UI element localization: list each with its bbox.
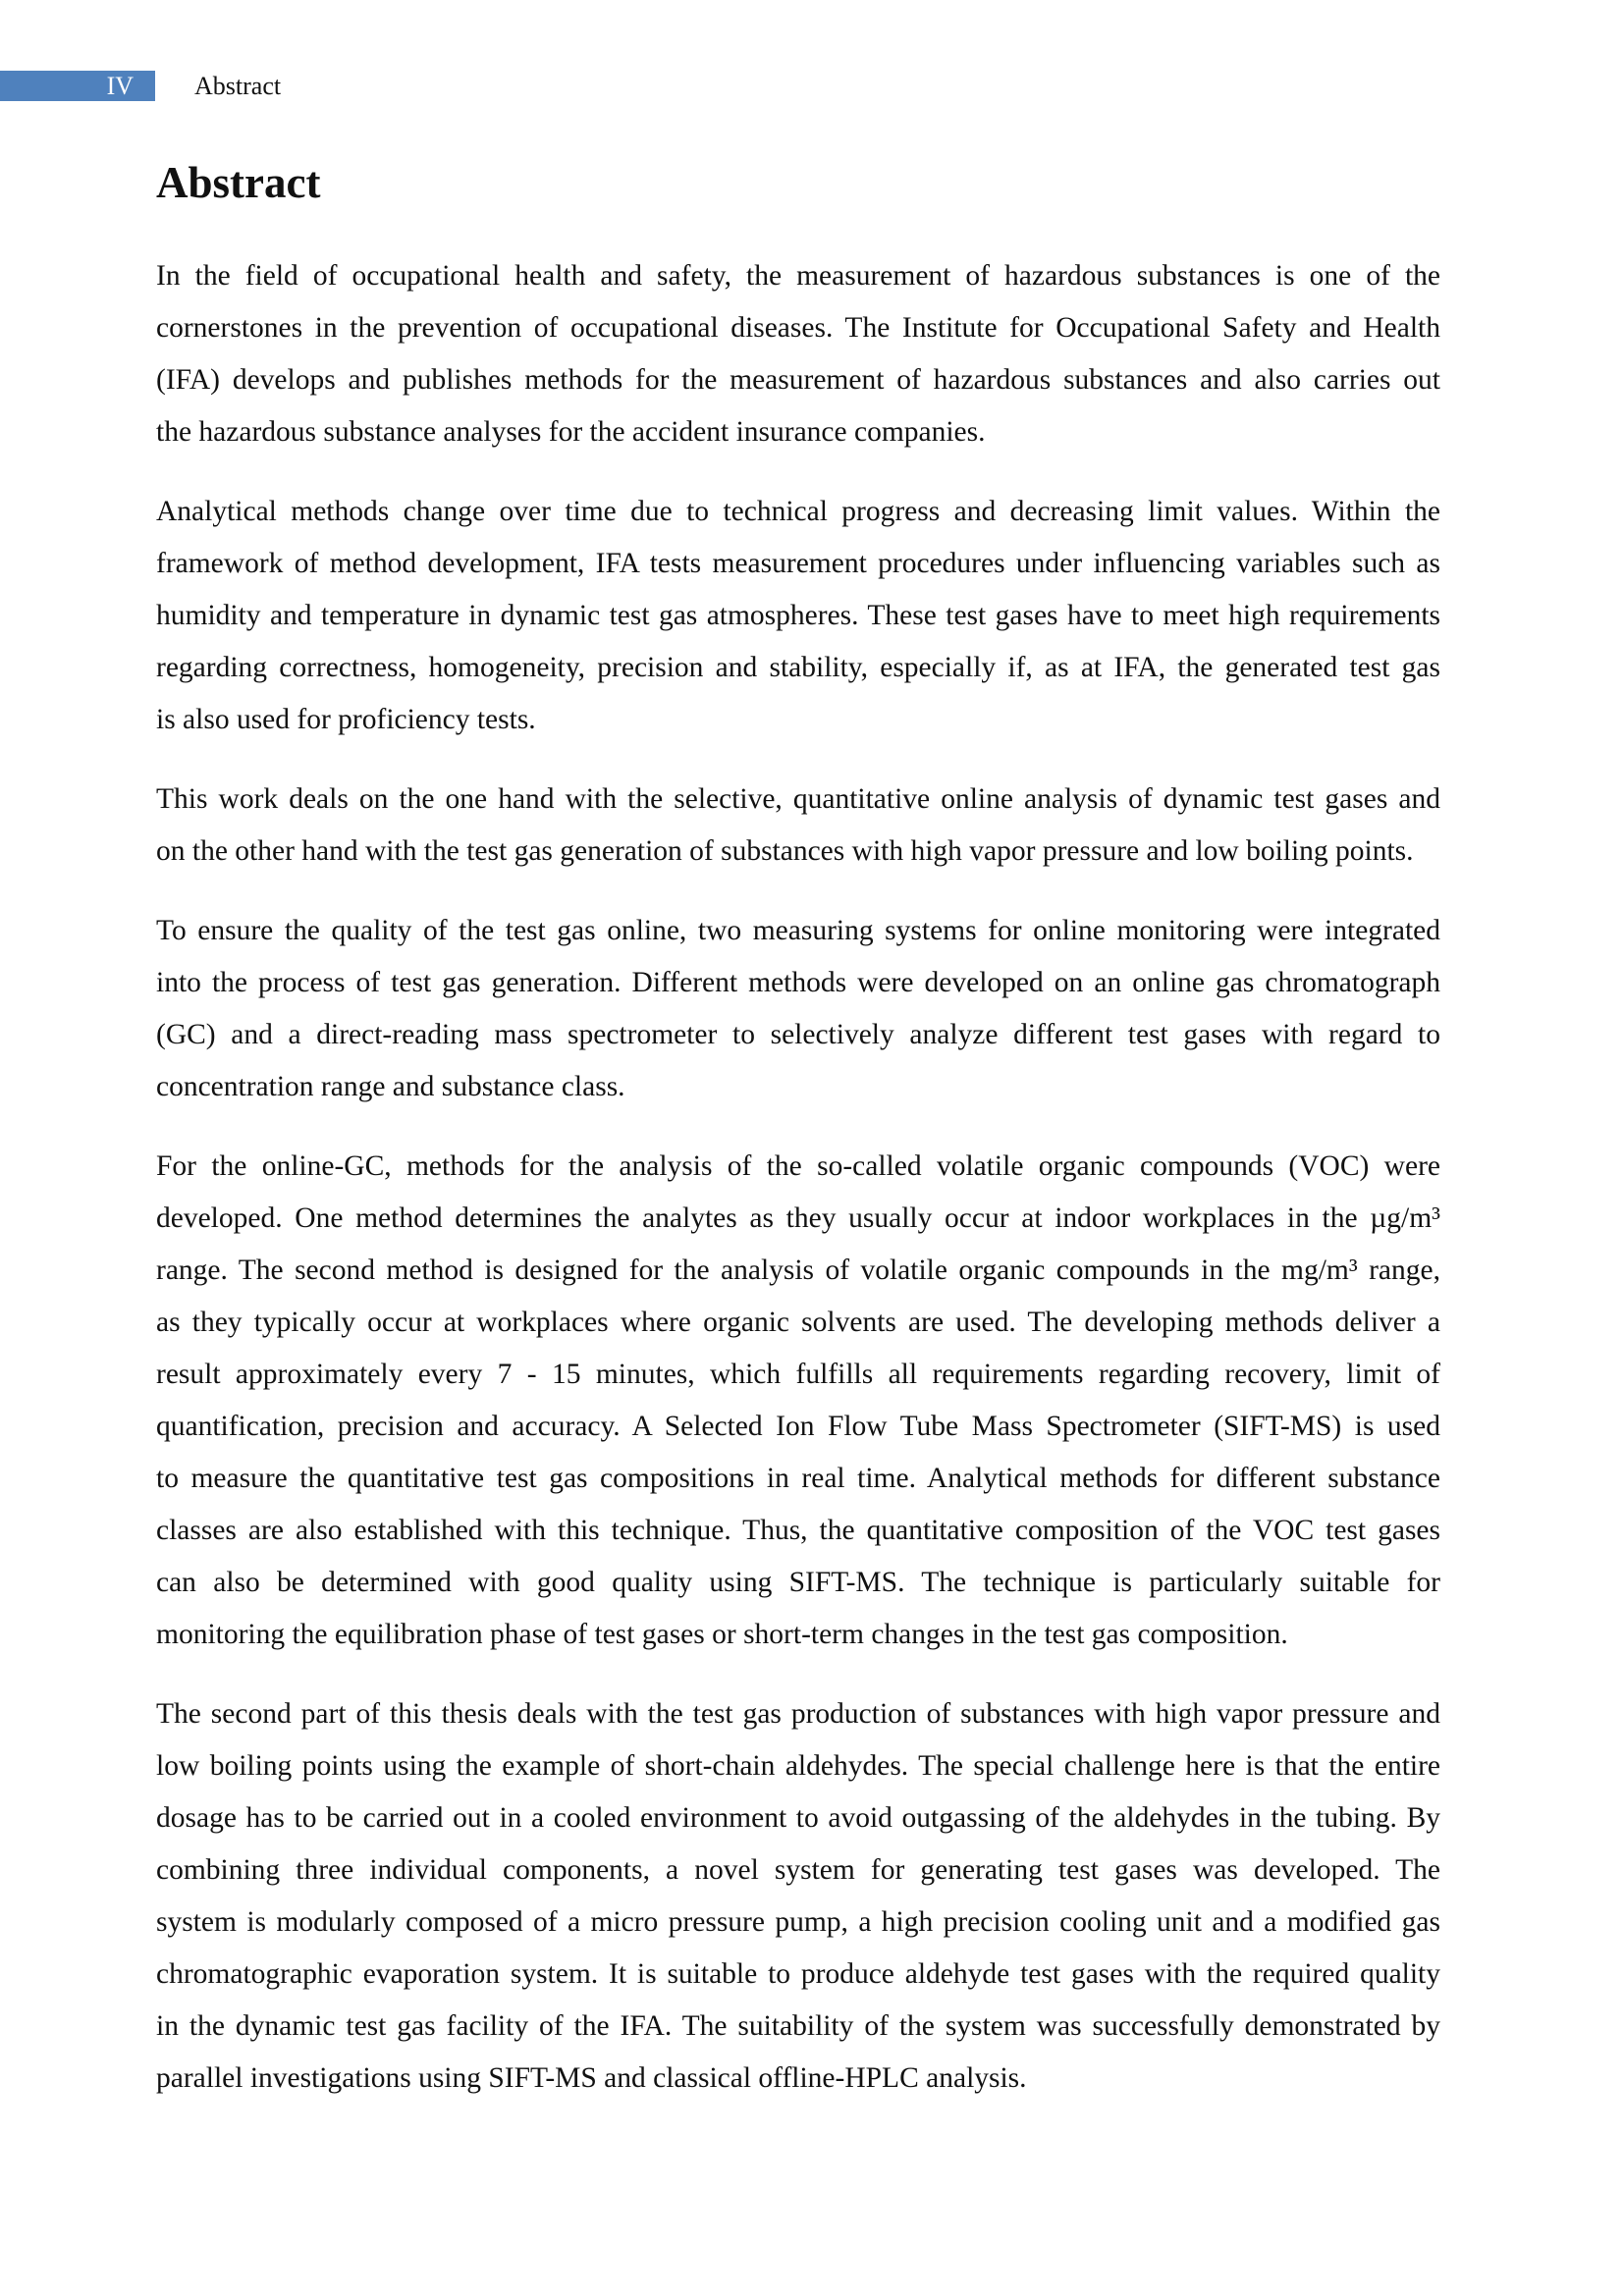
text-line: monitoring the equilibration phase of test gases or short-term changes in the test gas composition. <box>156 1619 1288 1650</box>
text-line: quantification, precision and accuracy. A Selected Ion Flow Tube Mass Spectrometer (SIFT-MS) is used <box>156 1411 1440 1442</box>
text-line: system is modularly composed of a micro pressure pump, a high precision cooling unit and a modified gas <box>156 1906 1440 1938</box>
text-line: on the other hand with the test gas generation of substances with high vapor pressure and low boiling points. <box>156 835 1414 867</box>
text-line: as they typically occur at workplaces where organic solvents are used. The developing methods deliver a <box>156 1307 1440 1338</box>
paragraph <box>156 905 1440 1113</box>
text-line: framework of method development, IFA tests measurement procedures under influencing variables such as <box>156 548 1440 579</box>
text-line: regarding correctness, homogeneity, precision and stability, especially if, as at IFA, the generated test gas <box>156 652 1440 683</box>
paragraph <box>156 250 1440 458</box>
text-line: (GC) and a direct-reading mass spectrometer to selectively analyze different test gases with regard to <box>156 1019 1440 1050</box>
text-line: cornerstones in the prevention of occupational diseases. The Institute for Occupational Safety and Health <box>156 312 1440 344</box>
text-line: can also be determined with good quality using SIFT-MS. The technique is particularly suitable for <box>156 1567 1440 1598</box>
section-heading: Abstract <box>156 158 321 207</box>
abstract-body <box>156 250 1440 2132</box>
paragraph <box>156 1141 1440 1661</box>
paragraph <box>156 486 1440 746</box>
paragraph <box>156 774 1440 878</box>
text-line: combining three individual components, a novel system for generating test gases was developed. The <box>156 1854 1440 1886</box>
text-line: low boiling points using the example of short-chain aldehydes. The special challenge here is that the entire <box>156 1750 1440 1782</box>
text-line: parallel investigations using SIFT-MS and classical offline-HPLC analysis. <box>156 2062 1027 2094</box>
text-line: concentration range and substance class. <box>156 1071 625 1102</box>
text-line: dosage has to be carried out in a cooled environment to avoid outgassing of the aldehydes in the tubing. By <box>156 1802 1440 1834</box>
text-line: For the online-GC, methods for the analysis of the so-called volatile organic compounds (VOC) were <box>156 1150 1440 1182</box>
text-line: developed. One method determines the analytes as they usually occur at indoor workplaces in the µg/m³ <box>156 1202 1440 1234</box>
text-line: classes are also established with this technique. Thus, the quantitative composition of the VOC test gases <box>156 1515 1440 1546</box>
text-line: To ensure the quality of the test gas online, two measuring systems for online monitoring were integrated <box>156 915 1440 946</box>
running-header-title: Abstract <box>194 72 282 100</box>
text-line: in the dynamic test gas facility of the IFA. The suitability of the system was successfully demonstrated by <box>156 2010 1440 2042</box>
text-line: This work deals on the one hand with the selective, quantitative online analysis of dynamic test gases and <box>156 783 1440 815</box>
text-line: into the process of test gas generation. Different methods were developed on an online gas chromatograph <box>156 967 1440 998</box>
page-number-tab <box>0 71 155 101</box>
paragraph <box>156 1688 1440 2105</box>
text-line: result approximately every 7 - 15 minutes, which fulfills all requirements regarding recovery, limit of <box>156 1359 1440 1390</box>
text-line: Analytical methods change over time due to technical progress and decreasing limit values. Within the <box>156 496 1440 527</box>
text-line: (IFA) develops and publishes methods for the measurement of hazardous substances and also carries out <box>156 364 1440 396</box>
text-line: In the field of occupational health and safety, the measurement of hazardous substances is one of the <box>156 260 1440 292</box>
text-line: to measure the quantitative test gas compositions in real time. Analytical methods for different substance <box>156 1463 1440 1494</box>
text-line: is also used for proficiency tests. <box>156 704 536 735</box>
text-line: the hazardous substance analyses for the accident insurance companies. <box>156 416 986 448</box>
page-number: IV <box>106 72 134 100</box>
text-line: range. The second method is designed for the analysis of volatile organic compounds in the mg/m³ range, <box>156 1255 1440 1286</box>
text-line: humidity and temperature in dynamic test gas atmospheres. These test gases have to meet high requirements <box>156 600 1440 631</box>
text-line: The second part of this thesis deals with the test gas production of substances with high vapor pressure and <box>156 1698 1440 1730</box>
text-line: chromatographic evaporation system. It is suitable to produce aldehyde test gases with the required quality <box>156 1958 1440 1990</box>
